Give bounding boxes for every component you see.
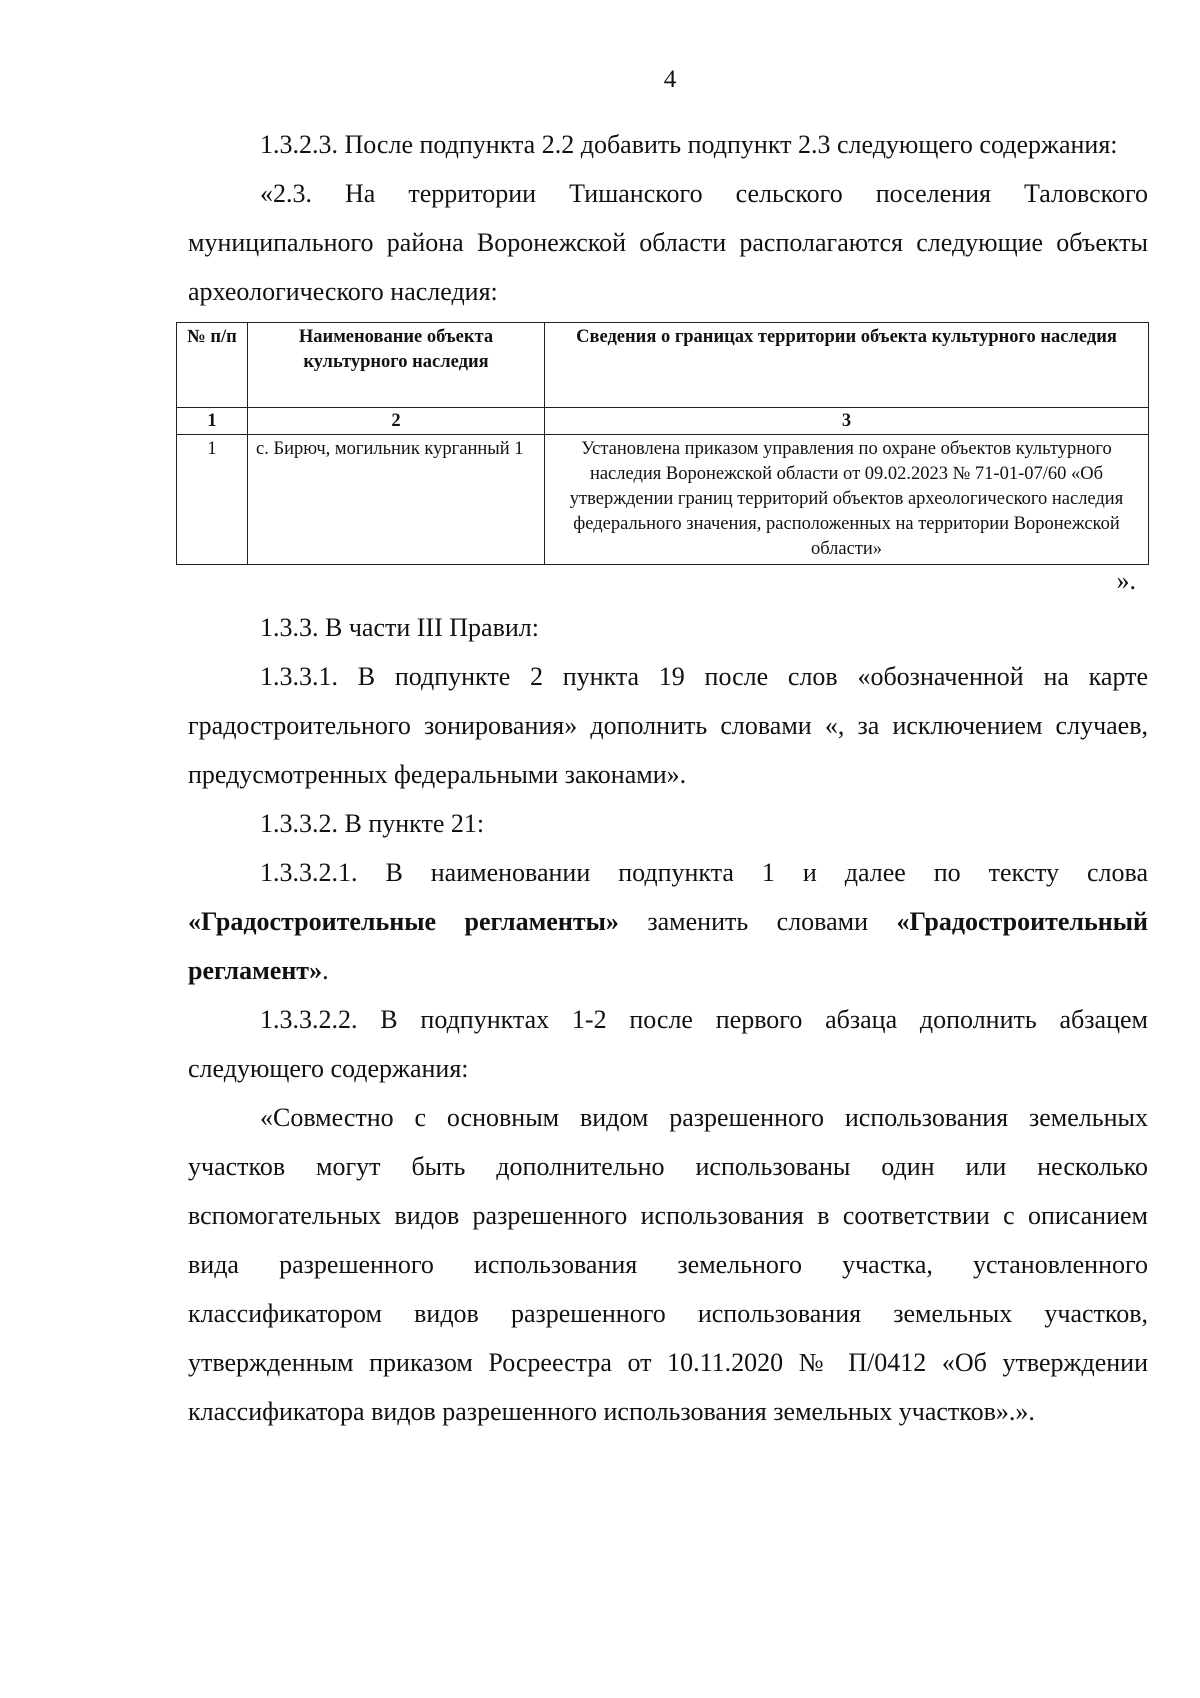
- table-row: [177, 435, 1149, 565]
- paragraph-1-3-2-3: 1.3.2.3. После подпункта 2.2 добавить подпункт 2.3 следующего содержания:: [260, 130, 1118, 159]
- page-number: 4: [663, 66, 677, 93]
- paragraph-1-3-3-2-1: [188, 848, 1148, 995]
- row-boundary-info: Установлена приказом управления по охране объектов культурного наследия Воронежской области от 09.02.2023 № 71-01-07/60 «Об утверждении границ территорий объектов археологического наследия федерального значения, расположенных на территории Воронежской области»: [545, 435, 1149, 565]
- p6-start-text: 1.3.3.2.1. В наименовании подпункта 1 и далее по тексту слова: [260, 858, 1148, 887]
- row-number: 1: [177, 435, 248, 565]
- p6-end-text: .: [322, 956, 329, 985]
- p6-bold-new-term: «Градостроительный регламент»: [188, 907, 1148, 985]
- paragraph-1-3-3-2: 1.3.3.2. В пункте 21:: [260, 809, 485, 838]
- header-number: № п/п: [177, 323, 248, 408]
- column-number-3: 3: [545, 408, 1149, 435]
- table-header-row: [177, 323, 1149, 408]
- paragraph-1-3-3-2-2: 1.3.3.2.2. В подпунктах 1-2 после первого абзаца дополнить абзацем следующего содержания:: [188, 1005, 1148, 1083]
- paragraph-added-text-quote: «Совместно с основным видом разрешенного использования земельных участков могут быть дополнительно использованы один или несколько вспомогательных видов разрешенного использования в соответствии с описанием вида разрешенного использования земельного участка, установленного классификатором видов разрешенного использования земельных участков, утвержденным приказом Росреестра от 10.11.2020 № П/0412 «Об утверждении классификатора видов разрешенного использования земельных участков».».: [188, 1103, 1148, 1426]
- column-number-2: 2: [248, 408, 545, 435]
- paragraph-1-3-3: 1.3.3. В части III Правил:: [260, 613, 539, 642]
- row-object-name: с. Бирюч, могильник курганный 1: [248, 435, 545, 565]
- paragraph-1-3-3-1: 1.3.3.1. В подпункте 2 пункта 19 после слов «обозначенной на карте градостроительного зонирования» дополнить словами «, за исключением случаев, предусмотренных федеральными законами».: [188, 662, 1148, 789]
- header-boundary-info: Сведения о границах территории объекта культурного наследия: [545, 323, 1149, 408]
- table-column-numbers-row: [177, 408, 1149, 435]
- p6-mid-text: заменить словами: [618, 907, 897, 936]
- paragraph-2-3-quote: «2.3. На территории Тишанского сельского поселения Таловского муниципального района Воронежской области располагаются следующие объекты археологического наследия:: [188, 179, 1148, 306]
- closing-quote: ».: [1116, 566, 1136, 595]
- heritage-objects-table: [176, 322, 1149, 565]
- document-body: [188, 120, 1148, 1436]
- column-number-1: 1: [177, 408, 248, 435]
- p6-bold-old-term: «Градостроительные регламенты»: [188, 907, 619, 936]
- header-object-name: Наименование объекта культурного наследия: [248, 323, 545, 408]
